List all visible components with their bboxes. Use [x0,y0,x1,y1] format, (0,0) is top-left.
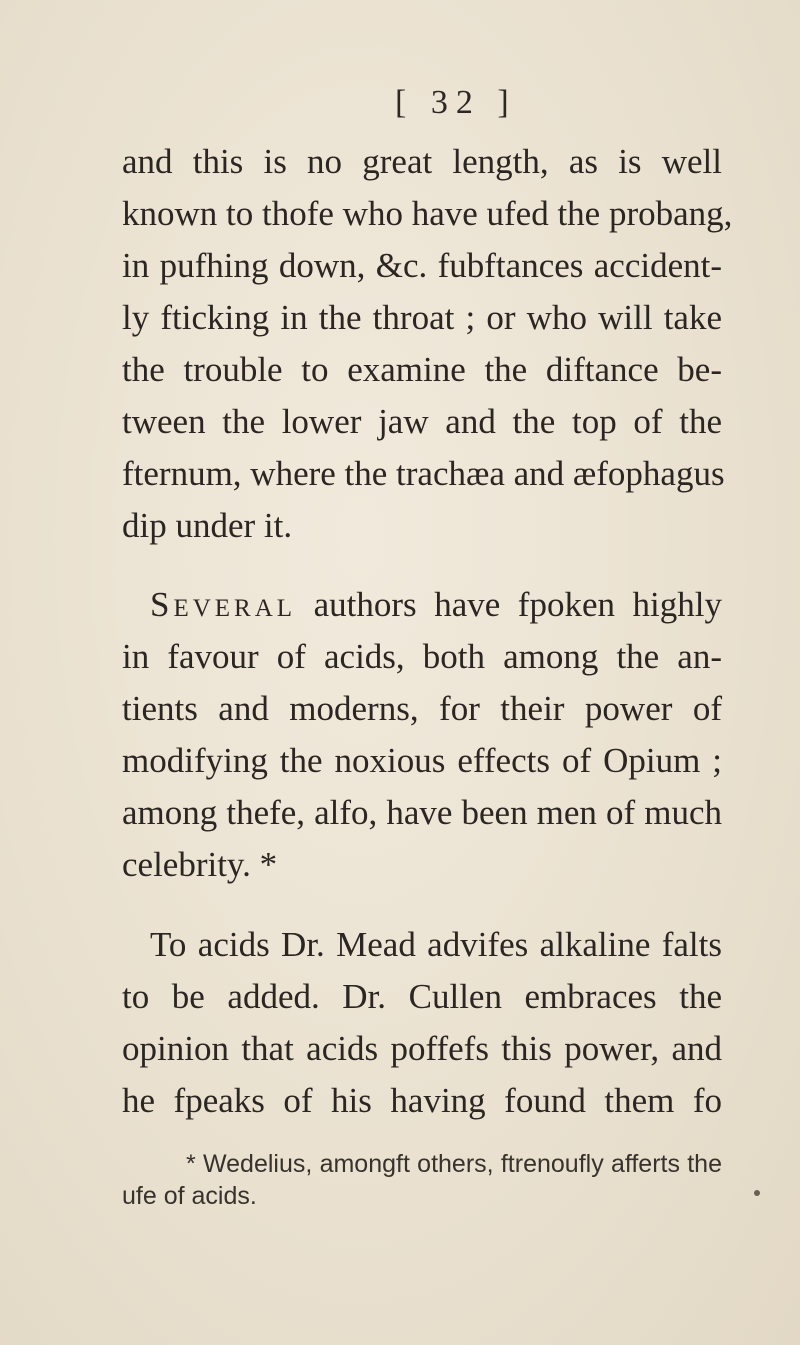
text-line: tween the lower jaw and the top of the [122,402,722,441]
footnote-line: ufe of acids. [122,1182,257,1210]
text-line: opinion that acids poffefs this power, and [122,1029,722,1068]
text-line: in favour of acids, both among the an- [122,637,722,676]
text-line: fternum, where the trachæa and æfophagus [122,454,725,493]
page-number: [ 32 ] [395,84,517,121]
text-line: celebrity. * [122,845,278,884]
scan-speck [754,1190,760,1196]
paragraph-first-line-text: authors have fpoken highly [296,585,722,624]
text-line: known to thofe who have ufed the probang, [122,194,733,233]
text-line: in pufhing down, &c. fubftances accident- [122,246,722,285]
text-line: he fpeaks of his having found them fo [122,1081,722,1120]
text-line: to be added. Dr. Cullen embraces the [122,977,722,1016]
text-line: dip under it. [122,506,293,545]
paragraph-first-line: To acids Dr. Mead advifes alkaline falts [150,925,722,964]
text-line: and this is no great length, as is well [122,142,722,181]
paragraph-first-line [150,585,722,625]
text-line: among thefe, alfo, have been men of much [122,793,722,832]
text-line: the trouble to examine the diftance be- [122,350,722,389]
footnote-line: * Wedelius, amongft others, ftrenoufly afferts the [186,1150,722,1178]
paragraph-lead-word: Several [150,585,297,624]
text-line: ly fticking in the throat ; or who will take [122,298,722,337]
text-line: modifying the noxious effects of Opium ; [122,741,722,780]
text-line: tients and moderns, for their power of [122,689,722,728]
